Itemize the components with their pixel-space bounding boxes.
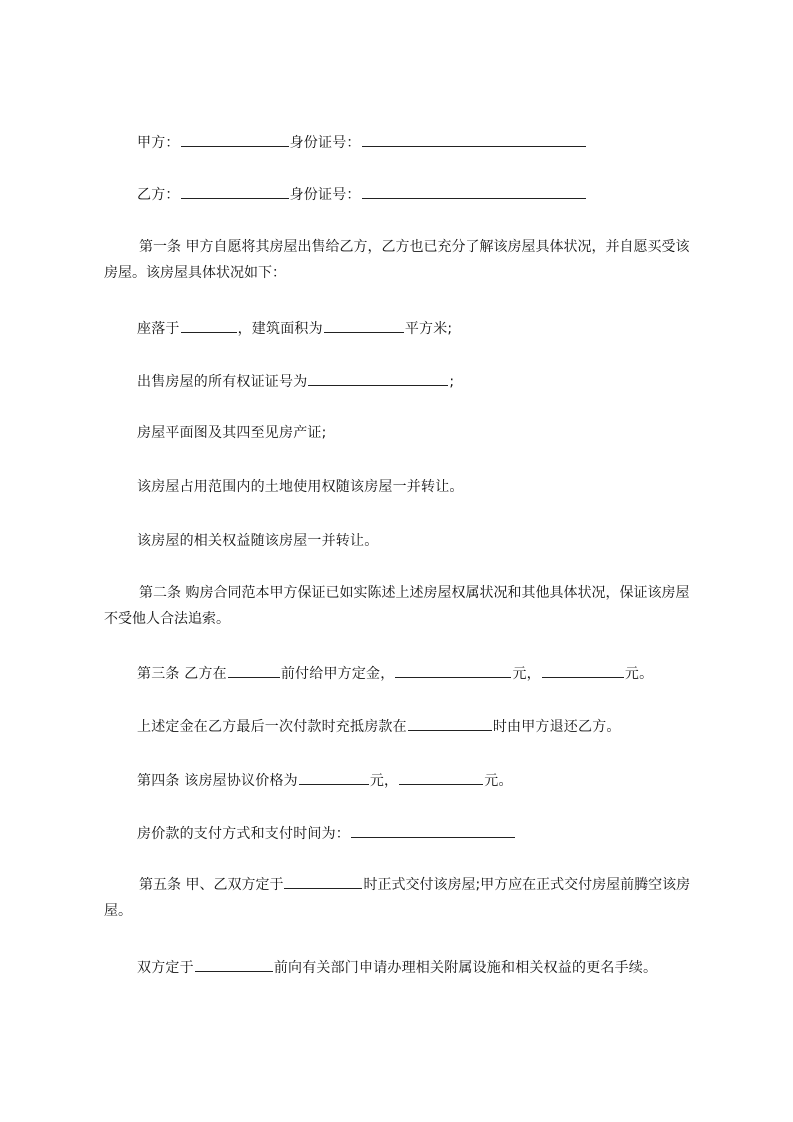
transfer-date-field[interactable] — [195, 957, 273, 972]
location-mid: ，建筑面积为 — [237, 321, 323, 337]
article-3-line — [137, 663, 653, 684]
deposit-return-field[interactable] — [408, 716, 492, 731]
party-a-line — [137, 132, 587, 153]
payment-field[interactable] — [351, 823, 515, 838]
article-3-suffix: 元。 — [624, 666, 654, 682]
cert-number-field[interactable] — [308, 371, 448, 386]
article-5-suffix: 时正式交付该房屋;甲方应在正式交付房屋前腾空该房屋。 — [104, 877, 691, 919]
article-1-paragraph: 第一条 甲方自愿将其房屋出售给乙方，乙方也已充分了解该房屋具体状况，并自愿买受该房屋。该房屋具体状况如下： — [104, 239, 690, 281]
article-4-suffix: 元。 — [484, 773, 513, 789]
article-1-cert-line — [137, 371, 454, 392]
article-1-rights: 该房屋的相关权益随该房屋一并转让。 — [137, 533, 379, 549]
article-1-land: 该房屋占用范围内的土地使用权随该房屋一并转让。 — [137, 479, 464, 495]
party-b-label: 乙方： — [137, 187, 180, 203]
cert-prefix: 出售房屋的所有权证证号为 — [137, 374, 308, 390]
article-4-prefix: 第四条 该房屋协议价格为 — [137, 773, 298, 789]
article-5-prefix: 第五条 甲、乙双方定于 — [139, 877, 284, 893]
party-a-name-field[interactable] — [181, 132, 289, 147]
article-1-floorplan: 房屋平面图及其四至见房产证; — [137, 425, 327, 441]
party-a-id-field[interactable] — [362, 132, 586, 147]
party-b-id-label: 身份证号： — [289, 187, 361, 203]
price-field[interactable] — [399, 770, 483, 785]
transfer-prefix: 双方定于 — [137, 960, 194, 976]
location-suffix: 平方米; — [404, 321, 453, 337]
price-words-field[interactable] — [299, 770, 369, 785]
article-4-line — [137, 770, 513, 791]
article-3-deposit-line — [137, 716, 621, 737]
cert-suffix: ; — [449, 374, 455, 390]
article-3-mid2: 元， — [512, 666, 541, 682]
article-4-mid: 元， — [369, 773, 399, 789]
article-5-paragraph — [104, 872, 700, 924]
handover-date-field[interactable] — [284, 874, 362, 889]
article-1-location-line — [137, 318, 452, 339]
deposit-amount-field[interactable] — [542, 663, 624, 678]
article-3-prefix: 第三条 乙方在 — [137, 666, 227, 682]
deposit-suffix: 时由甲方退还乙方。 — [492, 719, 621, 735]
party-b-name-field[interactable] — [181, 184, 289, 199]
party-b-id-field[interactable] — [362, 184, 586, 199]
article-4-payment-line — [137, 823, 516, 844]
article-5-transfer-line — [137, 957, 657, 978]
party-b-line — [137, 184, 587, 205]
party-a-id-label: 身份证号： — [289, 135, 361, 151]
location-field[interactable] — [181, 318, 237, 333]
deposit-amount-words-field[interactable] — [395, 663, 511, 678]
deposit-prefix: 上述定金在乙方最后一次付款时充抵房款在 — [137, 719, 407, 735]
payment-label: 房价款的支付方式和支付时间为： — [137, 826, 350, 842]
party-a-label: 甲方： — [137, 135, 180, 151]
area-field[interactable] — [324, 318, 404, 333]
deposit-date-field[interactable] — [228, 663, 280, 678]
transfer-suffix: 前向有关部门申请办理相关附属设施和相关权益的更名手续。 — [273, 960, 658, 976]
article-2-paragraph: 第二条 购房合同范本甲方保证已如实陈述上述房屋权属状况和其他具体状况，保证该房屋不受他人合法追索。 — [104, 585, 690, 627]
location-prefix: 座落于 — [137, 321, 180, 337]
article-3-mid1: 前付给甲方定金， — [280, 666, 395, 682]
